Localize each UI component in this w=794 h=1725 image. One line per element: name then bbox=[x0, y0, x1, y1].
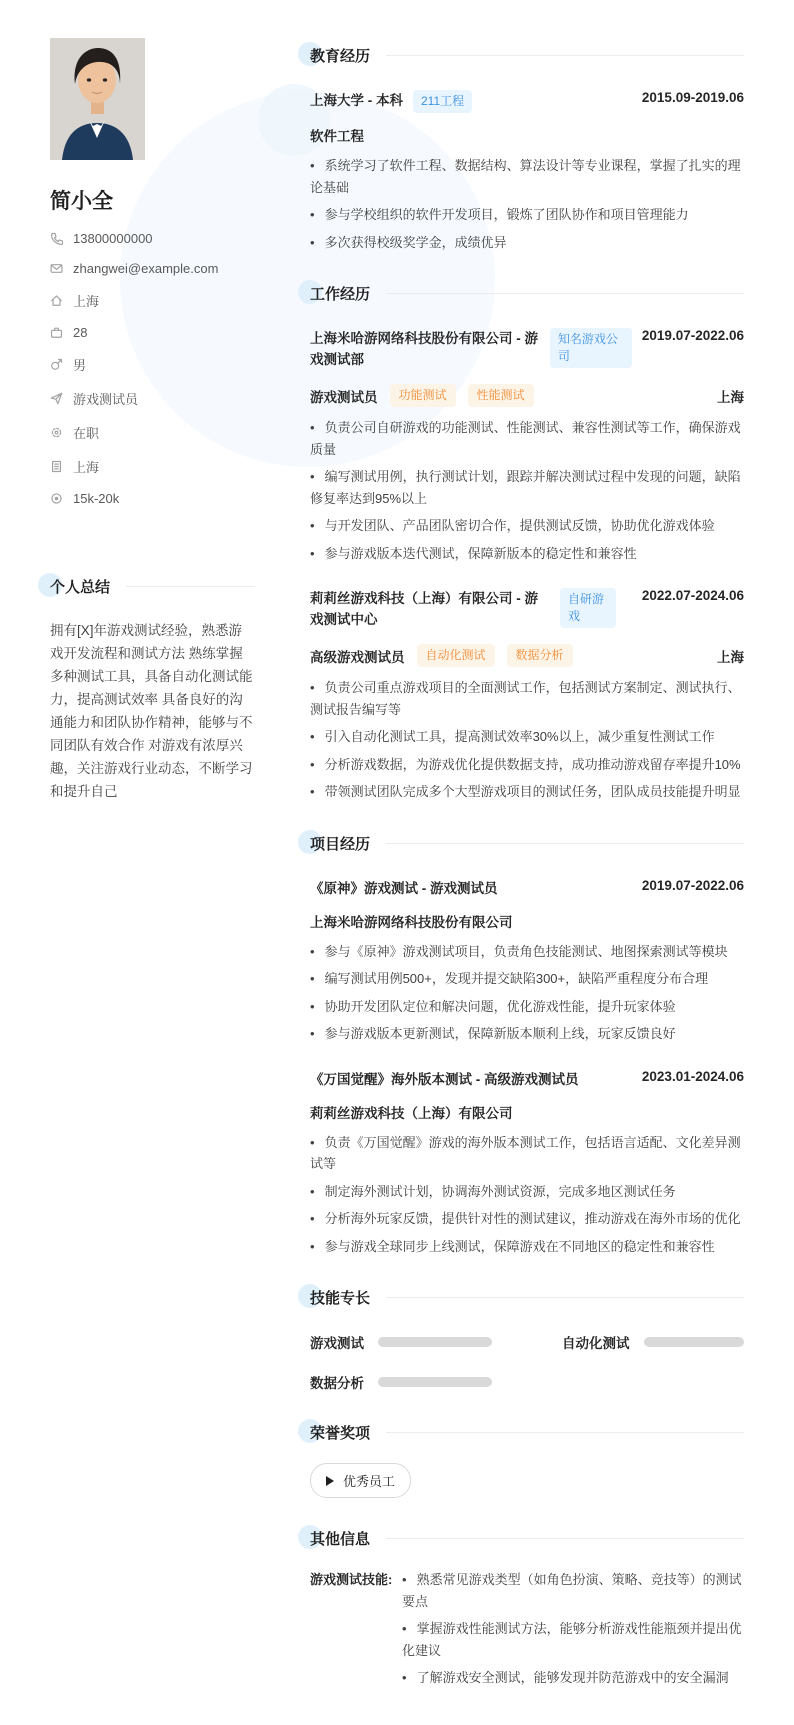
bullet-item: • 负责《万国觉醒》游戏的海外版本测试工作，包括语言适配、文化差异测试等 bbox=[310, 1132, 744, 1175]
age-icon bbox=[50, 326, 63, 339]
projects-title: 项目经历 bbox=[310, 835, 371, 853]
job-entry bbox=[310, 328, 744, 564]
bullet-item: • 系统学习了软件工程、数据结构、算法设计等专业课程，掌握了扎实的理论基础 bbox=[310, 155, 744, 198]
project-date: 2019.07-2022.06 bbox=[641, 877, 744, 893]
bullet-item: • 参与《原神》游戏测试项目，负责角色技能测试、地图探索测试等模块 bbox=[310, 941, 744, 963]
status-gear-icon bbox=[50, 426, 63, 439]
job-entry bbox=[310, 588, 744, 803]
skills-section bbox=[310, 1287, 744, 1392]
skill-bar bbox=[378, 1337, 492, 1347]
job-entry-head bbox=[310, 588, 744, 630]
profile-photo bbox=[50, 38, 145, 160]
main-column bbox=[310, 0, 744, 1725]
other-title: 其他信息 bbox=[310, 1531, 371, 1548]
projects-section bbox=[310, 833, 744, 1258]
other-section bbox=[310, 1528, 744, 1695]
other-header bbox=[310, 1528, 744, 1549]
bullet-item: • 分析海外玩家反馈，提供针对性的测试建议，推动游戏在海外市场的优化 bbox=[310, 1208, 744, 1230]
bullet-item: • 分析游戏数据，为游戏优化提供数据支持，成功推动游戏留存率提升10% bbox=[310, 754, 744, 776]
paper-plane-icon bbox=[50, 392, 63, 405]
project-company: 莉莉丝游戏科技（上海）有限公司 bbox=[310, 1105, 513, 1121]
major-name: 软件工程 bbox=[310, 129, 364, 144]
other-bullets bbox=[402, 1569, 744, 1695]
skill-bar bbox=[378, 1377, 492, 1387]
header-divider bbox=[386, 1432, 744, 1433]
education-date: 2015.09-2019.06 bbox=[641, 90, 744, 105]
header-divider bbox=[386, 1297, 744, 1298]
bullet-item: • 编写测试用例，执行测试计划，跟踪并解决测试过程中发现的问题，缺陷修复率达到95%以上 bbox=[310, 466, 744, 509]
contact-job-title bbox=[50, 389, 255, 408]
gender-icon bbox=[50, 358, 63, 371]
job-role: 高级游戏测试员 bbox=[310, 649, 405, 665]
contact-age-value: 28 bbox=[73, 325, 88, 340]
company-badge: 知名游戏公司 bbox=[550, 328, 632, 368]
skill-row bbox=[310, 1332, 492, 1352]
job-date: 2019.07-2022.06 bbox=[641, 328, 744, 343]
company-name: 上海米哈游网络科技股份有限公司 - 游戏测试部 bbox=[310, 331, 538, 367]
contact-gender bbox=[50, 355, 255, 374]
bullet-item: • 掌握游戏性能测试方法，能够分析游戏性能瓶颈并提出优化建议 bbox=[402, 1618, 744, 1661]
project-name: 《原神》游戏测试 - 游戏测试员 bbox=[310, 880, 498, 896]
project-entry-head bbox=[310, 878, 744, 899]
school-name: 上海大学 - 本科 bbox=[310, 93, 403, 108]
bullet-item: • 引入自动化测试工具，提高测试效率30%以上，减少重复性测试工作 bbox=[310, 726, 744, 748]
header-divider bbox=[386, 1538, 744, 1539]
honors-title: 荣誉奖项 bbox=[310, 1425, 371, 1442]
work-section bbox=[310, 283, 744, 803]
projects-header bbox=[310, 833, 744, 854]
bullet-item: • 负责公司自研游戏的功能测试、性能测试、兼容性测试等工作，确保游戏质量 bbox=[310, 417, 744, 460]
job-entry-head bbox=[310, 328, 744, 370]
school-badge: 211工程 bbox=[413, 90, 472, 113]
summary-header bbox=[50, 576, 255, 597]
bullet-item: • 制定海外测试计划，协调海外测试资源，完成多地区测试任务 bbox=[310, 1181, 744, 1203]
contact-age bbox=[50, 325, 255, 340]
job-date: 2022.07-2024.06 bbox=[641, 588, 744, 603]
bullet-item: • 参与游戏全球同步上线测试，保障游戏在不同地区的稳定性和兼容性 bbox=[310, 1236, 744, 1258]
honors-header bbox=[310, 1422, 744, 1443]
header-divider bbox=[126, 586, 255, 587]
skill-row bbox=[562, 1332, 744, 1352]
salary-target-icon bbox=[50, 492, 63, 505]
skill-row bbox=[310, 1372, 492, 1392]
contact-salary-value: 15k-20k bbox=[73, 491, 120, 506]
header-divider bbox=[386, 293, 744, 294]
job-bullets bbox=[310, 677, 744, 803]
play-triangle-icon bbox=[326, 1476, 334, 1486]
bullet-item: • 负责公司重点游戏项目的全面测试工作，包括测试方案制定、测试执行、测试报告编写等 bbox=[310, 677, 744, 720]
project-entry-head bbox=[310, 1069, 744, 1090]
bullet-item: • 编写测试用例500+，发现并提交缺陷300+，缺陷严重程度分布合理 bbox=[310, 968, 744, 990]
project-entry bbox=[310, 1069, 744, 1258]
skill-name: 游戏测试 bbox=[310, 1336, 364, 1351]
contact-company-city-value: 上海 bbox=[73, 460, 100, 475]
project-date: 2023.01-2024.06 bbox=[641, 1068, 744, 1084]
education-title: 教育经历 bbox=[310, 48, 371, 65]
skill-bar bbox=[644, 1337, 745, 1347]
project-bullets bbox=[310, 1132, 744, 1258]
contact-status bbox=[50, 423, 255, 442]
education-header bbox=[310, 45, 744, 66]
bullet-item: • 带领测试团队完成多个大型游戏项目的测试任务，团队成员技能提升明显 bbox=[310, 781, 744, 803]
skills-title: 技能专长 bbox=[310, 1290, 371, 1307]
summary-title: 个人总结 bbox=[50, 579, 111, 596]
contact-company-city bbox=[50, 457, 255, 476]
header-divider bbox=[386, 843, 744, 844]
contact-status-value: 在职 bbox=[73, 426, 100, 441]
header-divider bbox=[386, 55, 744, 56]
project-bullets bbox=[310, 941, 744, 1045]
honor-expand-button[interactable] bbox=[310, 1463, 411, 1498]
bullet-item: • 与开发团队、产品团队密切合作，提供测试反馈，协助优化游戏体验 bbox=[310, 515, 744, 537]
home-icon bbox=[50, 294, 63, 307]
project-name: 《万国觉醒》海外版本测试 - 高级游戏测试员 bbox=[310, 1071, 579, 1087]
skill-name: 自动化测试 bbox=[562, 1336, 630, 1351]
skills-header bbox=[310, 1287, 744, 1308]
honor-label: 优秀员工 bbox=[343, 1474, 396, 1489]
sidebar bbox=[50, 0, 255, 1725]
work-header bbox=[310, 283, 744, 304]
summary-text: 拥有[X]年游戏测试经验，熟悉游戏开发流程和测试方法 熟练掌握多种测试工具，具备自动化测试能力，提高测试效率 具备良好的沟通能力和团队协作精神，能够与不同团队有效合作 对游戏有浓厚兴趣，关注游戏行业动态，不断学习和提升自己 bbox=[50, 623, 253, 799]
bullet-item: • 协助开发团队定位和解决问题，优化游戏性能，提升玩家体验 bbox=[310, 996, 744, 1018]
phone-icon bbox=[50, 232, 63, 245]
summary-section bbox=[50, 576, 255, 803]
other-row bbox=[310, 1569, 744, 1695]
email-icon bbox=[50, 262, 63, 275]
bullet-item: • 参与游戏版本迭代测试，保障新版本的稳定性和兼容性 bbox=[310, 543, 744, 565]
bullet-item: • 参与学校组织的软件开发项目，锻炼了团队协作和项目管理能力 bbox=[310, 204, 744, 226]
skill-name: 数据分析 bbox=[310, 1376, 364, 1391]
contact-location bbox=[50, 291, 255, 310]
work-title: 工作经历 bbox=[310, 286, 371, 303]
bullet-item: • 多次获得校级奖学金，成绩优异 bbox=[310, 232, 744, 254]
education-section bbox=[310, 45, 744, 253]
contact-location-value: 上海 bbox=[73, 294, 100, 309]
job-role: 游戏测试员 bbox=[310, 389, 378, 405]
project-entry bbox=[310, 878, 744, 1045]
contact-job-title-value: 游戏测试员 bbox=[73, 392, 139, 407]
other-label: 游戏测试技能: bbox=[310, 1572, 393, 1587]
job-location: 上海 bbox=[717, 389, 744, 405]
bullet-item: • 参与游戏版本更新测试，保障新版本顺利上线，玩家反馈良好 bbox=[310, 1023, 744, 1045]
education-bullets bbox=[310, 155, 744, 253]
job-role-row bbox=[310, 644, 744, 667]
contact-phone-value: 13800000000 bbox=[73, 231, 153, 246]
contact-salary bbox=[50, 491, 255, 506]
skills-grid bbox=[310, 1332, 744, 1392]
education-entry-head bbox=[310, 90, 744, 113]
job-role-row bbox=[310, 384, 744, 407]
job-location: 上海 bbox=[717, 649, 744, 665]
job-bullets bbox=[310, 417, 744, 564]
contact-email-value: zhangwei@example.com bbox=[73, 261, 219, 276]
honors-section bbox=[310, 1422, 744, 1498]
job-tag: 功能测试 bbox=[390, 384, 456, 407]
bullet-item: • 熟悉常见游戏类型（如角色扮演、策略、竞技等）的测试要点 bbox=[402, 1569, 744, 1612]
job-tag: 数据分析 bbox=[507, 644, 573, 667]
job-tag: 自动化测试 bbox=[417, 644, 495, 667]
candidate-name: 简小全 bbox=[50, 190, 113, 213]
project-company: 上海米哈游网络科技股份有限公司 bbox=[310, 914, 513, 930]
building-icon bbox=[50, 460, 63, 473]
contact-email bbox=[50, 261, 255, 276]
bullet-item: • 了解游戏安全测试，能够发现并防范游戏中的安全漏洞 bbox=[402, 1667, 744, 1689]
company-badge: 自研游戏 bbox=[560, 588, 616, 628]
company-name: 莉莉丝游戏科技（上海）有限公司 - 游戏测试中心 bbox=[310, 591, 538, 627]
contact-gender-value: 男 bbox=[73, 358, 87, 373]
contact-phone bbox=[50, 231, 255, 246]
job-tag: 性能测试 bbox=[468, 384, 534, 407]
